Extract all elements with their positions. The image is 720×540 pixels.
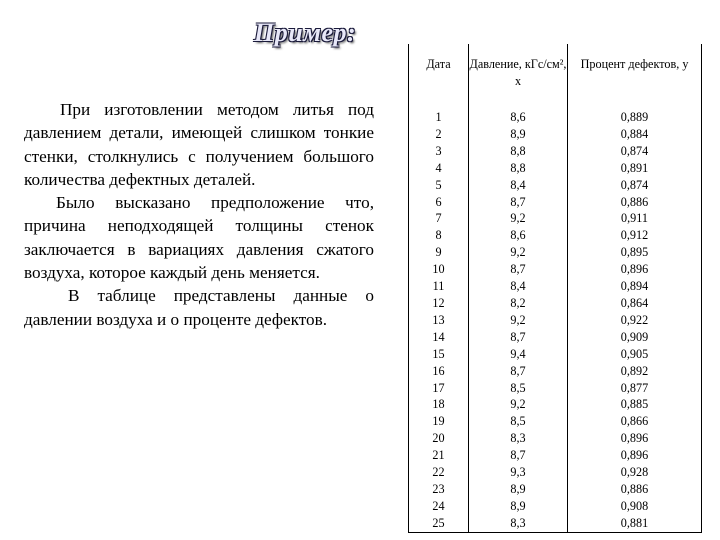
cell-pressure: 8,9 [469,126,568,143]
cell-pressure: 8,7 [469,363,568,380]
cell-defects: 0,909 [568,329,702,346]
cell-date: 18 [409,396,469,413]
table-row [409,447,702,464]
cell-defects: 0,881 [568,515,702,532]
slide-title: Пример: [254,18,357,47]
cell-pressure: 8,4 [469,177,568,194]
table-row [409,413,702,430]
cell-pressure: 8,8 [469,143,568,160]
table-row [409,329,702,346]
cell-pressure: 8,6 [469,227,568,244]
cell-date: 5 [409,177,469,194]
cell-date: 17 [409,380,469,397]
cell-defects: 0,877 [568,380,702,397]
table-row [409,396,702,413]
cell-defects: 0,894 [568,278,702,295]
cell-date: 9 [409,244,469,261]
cell-pressure: 8,9 [469,481,568,498]
cell-defects: 0,895 [568,244,702,261]
cell-defects: 0,866 [568,413,702,430]
header-pressure: Давление, кГс/см², x [469,44,568,109]
table-row [409,515,702,532]
cell-pressure: 8,8 [469,160,568,177]
cell-defects: 0,885 [568,396,702,413]
paragraph-table-note: В таблице представлены данные о давлении воздуха и о проценте дефектов. [24,286,374,329]
cell-defects: 0,874 [568,143,702,160]
cell-date: 10 [409,261,469,278]
cell-pressure: 8,7 [469,261,568,278]
cell-date: 7 [409,210,469,227]
table-row [409,160,702,177]
header-date: Дата [409,44,469,109]
table-row [409,210,702,227]
table-row [409,109,702,126]
cell-defects: 0,908 [568,498,702,515]
cell-defects: 0,886 [568,481,702,498]
cell-pressure: 8,6 [469,109,568,126]
table-row [409,295,702,312]
cell-date: 15 [409,346,469,363]
cell-defects: 0,892 [568,363,702,380]
table-row [409,244,702,261]
table-row [409,346,702,363]
table-row [409,498,702,515]
cell-pressure: 9,4 [469,346,568,363]
cell-date: 8 [409,227,469,244]
table-body [409,109,702,532]
cell-pressure: 8,7 [469,194,568,211]
cell-date: 1 [409,109,469,126]
cell-defects: 0,884 [568,126,702,143]
cell-date: 23 [409,481,469,498]
cell-defects: 0,886 [568,194,702,211]
description-text [24,98,374,331]
cell-defects: 0,912 [568,227,702,244]
cell-date: 20 [409,430,469,447]
cell-defects: 0,896 [568,261,702,278]
cell-defects: 0,896 [568,447,702,464]
cell-defects: 0,911 [568,210,702,227]
table-row [409,126,702,143]
table-row [409,380,702,397]
cell-pressure: 9,2 [469,210,568,227]
table-row [409,363,702,380]
cell-pressure: 8,9 [469,498,568,515]
cell-date: 22 [409,464,469,481]
cell-defects: 0,905 [568,346,702,363]
cell-pressure: 8,3 [469,430,568,447]
cell-defects: 0,922 [568,312,702,329]
cell-date: 3 [409,143,469,160]
table-row [409,430,702,447]
table-row [409,177,702,194]
cell-date: 4 [409,160,469,177]
cell-pressure: 8,5 [469,380,568,397]
cell-pressure: 8,7 [469,329,568,346]
cell-defects: 0,889 [568,109,702,126]
cell-date: 13 [409,312,469,329]
paragraph-hypothesis: Было высказано предположение что, причина неподходящей толщины стенок заключается в вариациях давления сжатого воздуха, которое каждый день меняется. [24,193,374,283]
table-header-row [409,44,702,109]
cell-pressure: 9,2 [469,244,568,261]
table-row [409,464,702,481]
cell-pressure: 8,3 [469,515,568,532]
cell-pressure: 9,2 [469,312,568,329]
cell-date: 19 [409,413,469,430]
table-row [409,278,702,295]
cell-pressure: 9,3 [469,464,568,481]
cell-pressure: 8,4 [469,278,568,295]
cell-date: 16 [409,363,469,380]
cell-defects: 0,896 [568,430,702,447]
cell-pressure: 8,7 [469,447,568,464]
cell-defects: 0,874 [568,177,702,194]
cell-pressure: 8,2 [469,295,568,312]
cell-defects: 0,891 [568,160,702,177]
cell-date: 2 [409,126,469,143]
table-row [409,194,702,211]
header-defects: Процент дефектов, y [568,44,702,109]
defects-data-table [408,44,702,533]
cell-defects: 0,864 [568,295,702,312]
cell-date: 11 [409,278,469,295]
cell-date: 25 [409,515,469,532]
cell-date: 21 [409,447,469,464]
cell-date: 12 [409,295,469,312]
cell-date: 24 [409,498,469,515]
table-row [409,481,702,498]
paragraph-intro: При изготовлении методом литья под давлением детали, имеющей слишком тонкие стенки, столкнулись с получением большого количества дефектных деталей. [24,100,374,189]
cell-date: 14 [409,329,469,346]
table-row [409,227,702,244]
cell-pressure: 8,5 [469,413,568,430]
cell-pressure: 9,2 [469,396,568,413]
cell-date: 6 [409,194,469,211]
table-row [409,143,702,160]
cell-defects: 0,928 [568,464,702,481]
table-row [409,312,702,329]
table-row [409,261,702,278]
